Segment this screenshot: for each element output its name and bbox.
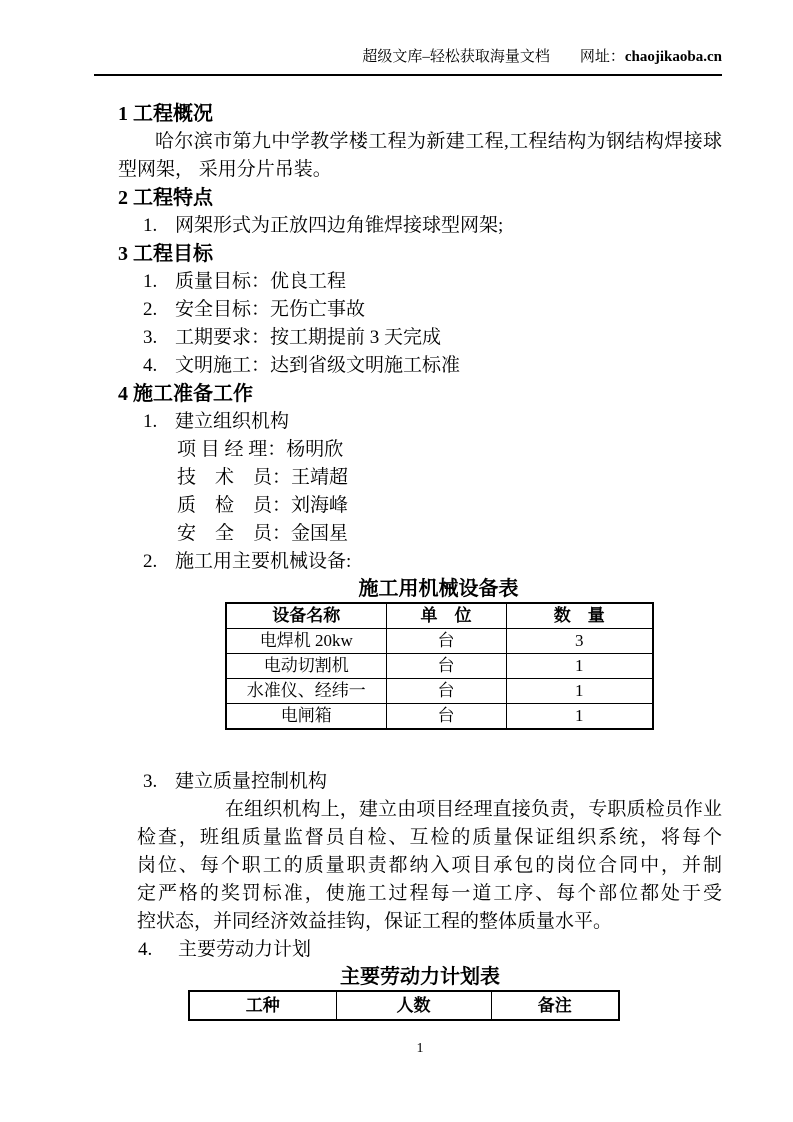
table-row [226,704,653,730]
site-url-group [580,49,722,65]
item-number: 2. [143,551,158,572]
column-header-unit: 单 位 [386,603,506,629]
column-header-remarks: 备注 [491,991,619,1020]
site-name: 超级文库–轻松获取海量文档 [362,49,550,65]
item-text: 网架形式为正放四边角锥焊接球型网架; [175,215,504,236]
list-item [118,936,722,964]
cell-unit: 台 [386,654,506,679]
table-row [226,679,653,704]
column-header-trade: 工种 [189,991,336,1020]
paragraph-line: 控状态，并同经济效益挂钩，保证工程的整体质量水平。 [137,911,613,932]
cell-equipment-name: 电动切割机 [226,654,386,679]
item-text: 建立质量控制机构 [175,771,328,792]
item-text: 建立组织机构 [175,411,290,432]
item-text: 安全目标：无伤亡事故 [175,299,366,320]
item-number: 1. [143,215,158,236]
table-row [226,654,653,679]
staff-line-technician: 技 术 员：王靖超 [177,467,349,488]
item-text: 主要劳动力计划 [178,939,312,960]
item-number: 3. [143,771,158,792]
cell-unit: 台 [386,704,506,730]
list-item [118,408,722,436]
equipment-table [225,602,654,730]
list-item [118,324,722,352]
labor-table [188,990,620,1021]
item-number: 3. [143,327,158,348]
cell-unit: 台 [386,679,506,704]
table-header-row [189,991,619,1020]
list-item [118,352,722,380]
paragraph-line: 检查，班组质量监督员自检、互检的质量保证组织系统，将每个 [137,827,722,848]
labor-table-title: 主要劳动力计划表 [340,966,500,988]
list-item [118,768,722,796]
cell-equipment-name: 水准仪、经纬一 [226,679,386,704]
staff-line-safety-officer: 安 全 员：金国星 [177,523,349,544]
list-item [118,296,722,324]
list-item [118,548,722,576]
cell-equipment-name: 电焊机 20kw [226,629,386,654]
page-number: 1 [416,1041,424,1056]
staff-line-quality-inspector: 质 检 员：刘海峰 [177,495,349,516]
item-number: 1. [143,411,158,432]
section-heading-1: 1 工程概况 [118,103,213,125]
site-url: chaojikaoba.cn [624,49,722,65]
item-number: 4. [138,939,153,960]
column-header-quantity: 数 量 [506,603,653,629]
section-heading-2: 2 工程特点 [118,187,213,209]
site-header [94,44,722,76]
list-item [118,212,722,240]
section-heading-3: 3 工程目标 [118,243,213,265]
site-url-label: 网址： [579,49,625,65]
column-header-equipment-name: 设备名称 [226,603,386,629]
section-heading-4: 4 施工准备工作 [118,383,253,405]
staff-line-project-manager: 项 目 经 理：杨明欣 [177,439,344,460]
item-number: 4. [143,355,158,376]
table-header-row [226,603,653,629]
item-number: 1. [143,271,158,292]
item-text: 工期要求：按工期提前 3 天完成 [175,327,442,348]
list-item [118,268,722,296]
cell-unit: 台 [386,629,506,654]
item-number: 2. [143,299,158,320]
item-text: 施工用主要机械设备: [175,551,352,572]
paragraph-line: 型网架， 采用分片吊装。 [118,159,332,180]
paragraph-line: 岗位、每个职工的质量职责都纳入项目承包的岗位合同中，并制 [137,855,722,876]
quality-control-paragraph [137,796,722,936]
column-header-headcount: 人数 [336,991,491,1020]
cell-equipment-name: 电闸箱 [226,704,386,730]
paragraph-line: 定严格的奖罚标准，使施工过程每一道工序、每个部位都处于受 [137,883,722,904]
paragraph-line: 在组织机构上，建立由项目经理直接负责，专职质检员作业 [225,799,722,820]
cell-quantity: 1 [506,704,653,730]
item-text: 文明施工：达到省级文明施工标准 [175,355,461,376]
item-text: 质量目标：优良工程 [175,271,347,292]
document-body [118,100,722,1021]
cell-quantity: 1 [506,679,653,704]
cell-quantity: 3 [506,629,653,654]
paragraph-line: 哈尔滨市第九中学教学楼工程为新建工程,工程结构为钢结构焊接球 [155,131,722,152]
table-row [226,629,653,654]
equipment-table-title: 施工用机械设备表 [358,578,519,600]
cell-quantity: 1 [506,654,653,679]
